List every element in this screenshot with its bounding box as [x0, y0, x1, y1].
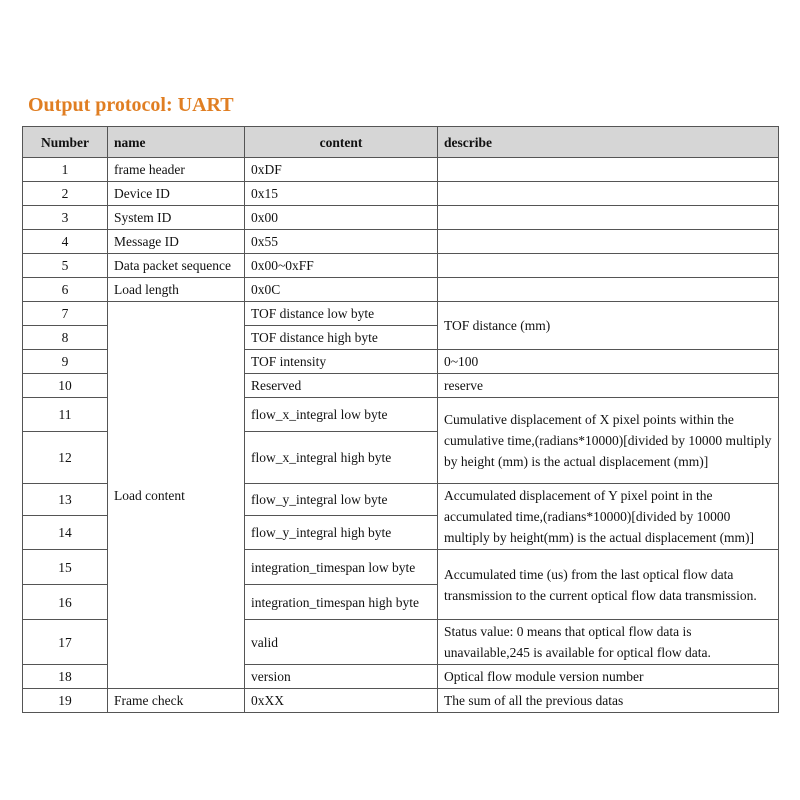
row-name: frame header [108, 158, 245, 182]
row-content: TOF intensity [245, 350, 438, 374]
row-number: 9 [23, 350, 108, 374]
row-number: 13 [23, 484, 108, 516]
column-header-name: name [108, 127, 245, 158]
row-number: 2 [23, 182, 108, 206]
row-number: 16 [23, 585, 108, 620]
row-content: integration_timespan high byte [245, 585, 438, 620]
row-content: 0xXX [245, 689, 438, 713]
row-describe [438, 158, 779, 182]
column-header-describe: describe [438, 127, 779, 158]
table-row [23, 302, 779, 326]
row-name-load-content: Load content [108, 302, 245, 689]
row-number: 1 [23, 158, 108, 182]
row-number: 8 [23, 326, 108, 350]
row-content: version [245, 665, 438, 689]
table-row [23, 206, 779, 230]
table-row [23, 182, 779, 206]
row-content: Reserved [245, 374, 438, 398]
table-row [23, 230, 779, 254]
row-number: 7 [23, 302, 108, 326]
table-row [23, 254, 779, 278]
row-number: 12 [23, 432, 108, 484]
row-number: 10 [23, 374, 108, 398]
row-number: 17 [23, 620, 108, 665]
row-content: 0xDF [245, 158, 438, 182]
row-number: 3 [23, 206, 108, 230]
row-describe [438, 230, 779, 254]
row-number: 14 [23, 515, 108, 549]
table-row [23, 158, 779, 182]
row-content: 0x00 [245, 206, 438, 230]
row-content: TOF distance low byte [245, 302, 438, 326]
row-describe-flow-y: Accumulated displacement of Y pixel point in the accumulated time,(radians*10000)[divided by 10000 multiply by height(mm) is the actual displacement (mm)] [438, 484, 779, 550]
table-row [23, 689, 779, 713]
row-number: 5 [23, 254, 108, 278]
row-number: 6 [23, 278, 108, 302]
row-describe-timespan: Accumulated time (us) from the last optical flow data transmission to the current optical flow data transmission. [438, 550, 779, 620]
row-number: 15 [23, 550, 108, 585]
row-content: 0x0C [245, 278, 438, 302]
table-row [23, 278, 779, 302]
row-number: 18 [23, 665, 108, 689]
row-content: flow_x_integral high byte [245, 432, 438, 484]
protocol-table [22, 126, 779, 713]
row-content: flow_y_integral high byte [245, 515, 438, 549]
row-name: Frame check [108, 689, 245, 713]
row-describe [438, 206, 779, 230]
row-content: 0x55 [245, 230, 438, 254]
row-name: System ID [108, 206, 245, 230]
row-describe [438, 182, 779, 206]
row-content: 0x00~0xFF [245, 254, 438, 278]
row-describe: The sum of all the previous datas [438, 689, 779, 713]
row-describe [438, 254, 779, 278]
row-describe [438, 278, 779, 302]
row-name: Device ID [108, 182, 245, 206]
row-number: 11 [23, 398, 108, 432]
row-name: Load length [108, 278, 245, 302]
row-describe: Status value: 0 means that optical flow data is unavailable,245 is available for optical flow data. [438, 620, 779, 665]
row-content: integration_timespan low byte [245, 550, 438, 585]
column-header-number: Number [23, 127, 108, 158]
row-content: flow_x_integral low byte [245, 398, 438, 432]
row-describe: Optical flow module version number [438, 665, 779, 689]
row-content: 0x15 [245, 182, 438, 206]
row-describe-flow-x: Cumulative displacement of X pixel points within the cumulative time,(radians*10000)[divided by 10000 multiply by height (mm) is the actual displacement (mm)] [438, 398, 779, 484]
row-number: 4 [23, 230, 108, 254]
row-content: flow_y_integral low byte [245, 484, 438, 516]
row-name: Data packet sequence [108, 254, 245, 278]
row-content: TOF distance high byte [245, 326, 438, 350]
table-header-row [23, 127, 779, 158]
row-name: Message ID [108, 230, 245, 254]
column-header-content: content [245, 127, 438, 158]
page-title: Output protocol: UART [28, 94, 234, 116]
row-content: valid [245, 620, 438, 665]
row-describe-tof-distance: TOF distance (mm) [438, 302, 779, 350]
row-number: 19 [23, 689, 108, 713]
row-describe: reserve [438, 374, 779, 398]
row-describe: 0~100 [438, 350, 779, 374]
